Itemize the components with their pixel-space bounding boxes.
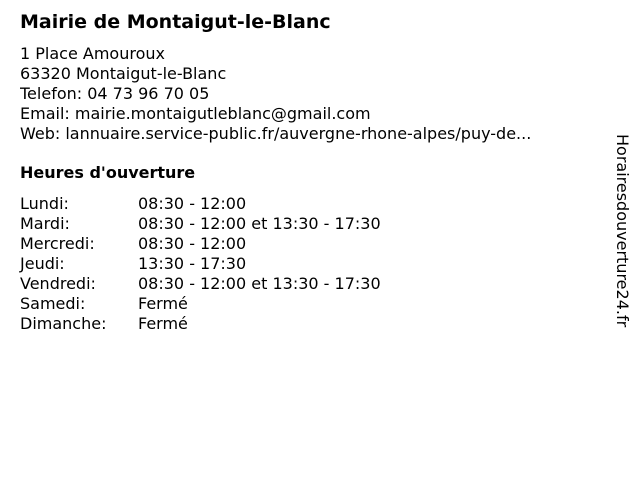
day-label: Jeudi: — [20, 254, 65, 273]
opening-hours-table — [20, 194, 381, 334]
hours-row-friday — [20, 274, 381, 294]
day-hours: 08:30 - 12:00 — [138, 194, 247, 213]
day-hours: 08:30 - 12:00 et 13:30 - 17:30 — [138, 214, 381, 233]
day-label: Samedi: — [20, 294, 86, 313]
hours-row-tuesday — [20, 214, 381, 234]
address-line-city: 63320 Montaigut-le-Blanc — [20, 64, 227, 83]
day-hours: Fermé — [138, 314, 188, 333]
address-line-street: 1 Place Amouroux — [20, 44, 165, 63]
hours-row-sunday — [20, 314, 381, 334]
contact-block — [20, 44, 605, 144]
opening-hours-heading: Heures d'ouverture — [20, 163, 196, 182]
day-label: Lundi: — [20, 194, 69, 213]
hours-row-saturday — [20, 294, 381, 314]
day-label: Mercredi: — [20, 234, 95, 253]
hours-row-thursday — [20, 254, 381, 274]
site-watermark: Horairesdouverture24.fr — [613, 134, 632, 328]
web-line: Web: lannuaire.service-public.fr/auvergne-rhone-alpes/puy-de... — [20, 124, 532, 143]
day-label: Dimanche: — [20, 314, 107, 333]
hours-row-wednesday — [20, 234, 381, 254]
day-label: Vendredi: — [20, 274, 96, 293]
day-label: Mardi: — [20, 214, 70, 233]
hours-row-monday — [20, 194, 381, 214]
day-hours: 13:30 - 17:30 — [138, 254, 247, 273]
day-hours: Fermé — [138, 294, 188, 313]
phone-line: Telefon: 04 73 96 70 05 — [20, 84, 210, 103]
email-line: Email: mairie.montaigutleblanc@gmail.com — [20, 104, 371, 123]
day-hours: 08:30 - 12:00 — [138, 234, 247, 253]
day-hours: 08:30 - 12:00 et 13:30 - 17:30 — [138, 274, 381, 293]
page-title: Mairie de Montaigut-le-Blanc — [20, 11, 331, 33]
